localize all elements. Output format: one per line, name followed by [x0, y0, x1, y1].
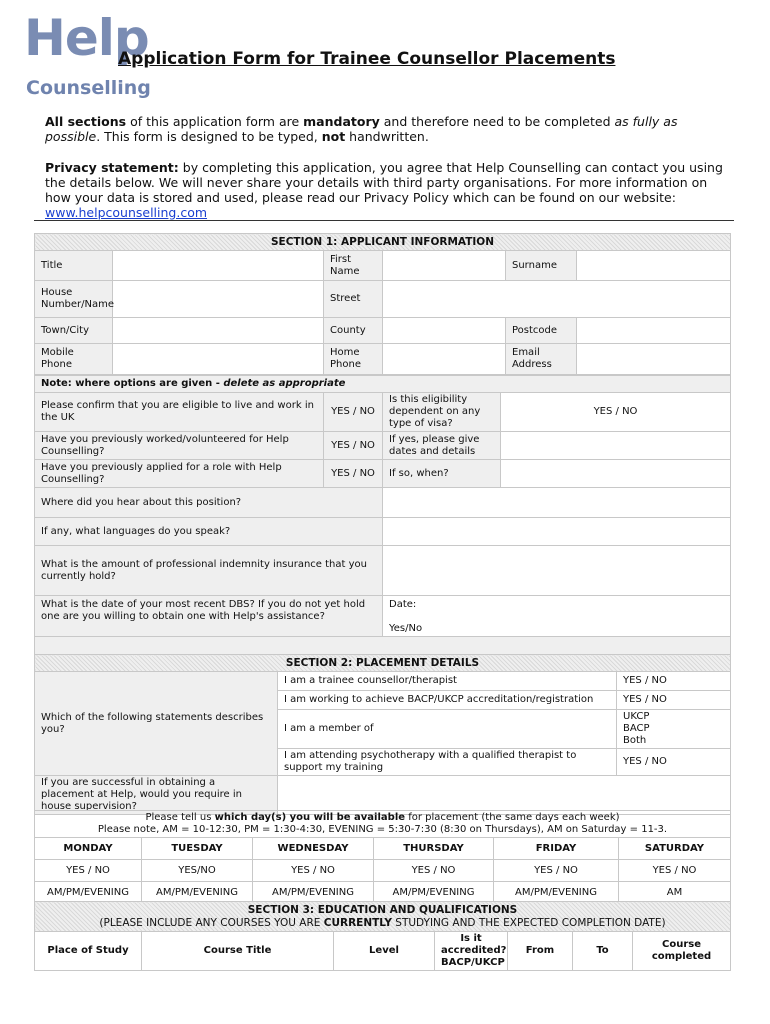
first-name-field[interactable] — [383, 251, 506, 281]
days-yes-no-row — [35, 860, 731, 882]
note-delete: delete as appropriate — [223, 378, 346, 389]
day-time[interactable]: AM/PM/EVENING — [35, 882, 142, 904]
day-header: FRIDAY — [494, 838, 619, 860]
insurance-field[interactable] — [383, 546, 731, 596]
statement-text: I am attending psychotherapy with a qualified therapist to support my training — [278, 749, 617, 776]
dbs-yes-no[interactable]: Yes/No — [389, 623, 423, 634]
logo-help-text: Help — [24, 9, 149, 67]
surname-label: Surname — [506, 251, 577, 281]
email-field[interactable] — [577, 344, 731, 375]
divider — [34, 220, 734, 221]
day-header: SATURDAY — [619, 838, 731, 860]
day-time[interactable]: AM/PM/EVENING — [374, 882, 494, 904]
eligible-yes-no[interactable]: YES / NO — [324, 393, 383, 432]
first-name-label: First Name — [324, 251, 383, 281]
statements-question: Which of the following statements describes you? — [35, 672, 278, 776]
street-field[interactable] — [383, 281, 731, 318]
day-header: WEDNESDAY — [253, 838, 374, 860]
county-label: County — [324, 318, 383, 344]
day-header: MONDAY — [35, 838, 142, 860]
intro-paragraph — [45, 114, 735, 144]
intro-not: not — [321, 129, 346, 144]
day-yes-no[interactable]: YES / NO — [619, 860, 731, 882]
section1-questions-table — [34, 375, 731, 661]
intro-text-3: . This form is designed to be typed, — [96, 129, 322, 144]
intro-mandatory: mandatory — [303, 114, 380, 129]
availability-instructions — [35, 811, 731, 838]
house-field[interactable] — [113, 281, 324, 318]
intro-all-sections: All sections — [45, 114, 127, 129]
section2-table — [34, 654, 731, 815]
statement-yes-no[interactable]: YES / NO — [617, 691, 731, 710]
languages-field[interactable] — [383, 518, 731, 546]
education-header-row — [35, 932, 731, 971]
privacy-statement — [45, 160, 735, 220]
page-title: Application Form for Trainee Counsellor Placements — [118, 49, 616, 69]
applied-yes-no[interactable]: YES / NO — [324, 460, 383, 488]
day-time[interactable]: AM/PM/EVENING — [253, 882, 374, 904]
col-level: Level — [334, 932, 435, 971]
mobile-label: Mobile Phone — [35, 344, 113, 375]
languages-question: If any, what languages do you speak? — [35, 518, 383, 546]
dbs-question: What is the date of your most recent DBS? If you do not yet hold one are you willing to obtain one with Help's assistance? — [35, 596, 383, 637]
worked-yes-no[interactable]: YES / NO — [324, 432, 383, 460]
section2-heading: SECTION 2: PLACEMENT DETAILS — [35, 655, 731, 672]
intro-text-2: and therefore need to be completed — [379, 114, 615, 129]
section3-sub-bold: CURRENTLY — [323, 916, 392, 929]
availability-table — [34, 810, 731, 904]
title-label: Title — [35, 251, 113, 281]
membership-both[interactable]: Both — [623, 735, 647, 746]
section1-heading: SECTION 1: APPLICANT INFORMATION — [35, 234, 731, 251]
home-phone-label: Home Phone — [324, 344, 383, 375]
intro-text-1: of this application form are — [126, 114, 304, 129]
street-label: Street — [324, 281, 383, 318]
section3-table — [34, 901, 731, 971]
applied-when-label: If so, when? — [383, 460, 501, 488]
worked-details-field[interactable] — [501, 432, 731, 460]
note-text: Note: where options are given - — [41, 378, 224, 389]
day-yes-no[interactable]: YES / NO — [253, 860, 374, 882]
col-course-title: Course Title — [142, 932, 334, 971]
privacy-label: Privacy statement: — [45, 160, 179, 175]
days-text-2: for placement (the same days each week) — [405, 812, 620, 823]
postcode-label: Postcode — [506, 318, 577, 344]
days-header-row — [35, 838, 731, 860]
membership-bacp[interactable]: BACP — [623, 723, 650, 734]
website-link[interactable]: www.helpcounselling.com — [45, 205, 208, 220]
statement-text: I am a member of — [278, 710, 617, 749]
surname-field[interactable] — [577, 251, 731, 281]
logo-counselling-text: Counselling — [26, 77, 151, 99]
day-yes-no[interactable]: YES/NO — [142, 860, 253, 882]
statement-text: I am working to achieve BACP/UKCP accreditation/registration — [278, 691, 617, 710]
day-time[interactable]: AM — [619, 882, 731, 904]
applied-question: Have you previously applied for a role with Help Counselling? — [35, 460, 324, 488]
col-from: From — [508, 932, 573, 971]
membership-ukcp[interactable]: UKCP — [623, 711, 650, 722]
worked-details-label: If yes, please give dates and details — [383, 432, 501, 460]
intro-text-4: handwritten. — [345, 129, 429, 144]
col-course-completed: Course completed — [633, 932, 731, 971]
county-field[interactable] — [383, 318, 506, 344]
town-label: Town/City — [35, 318, 113, 344]
insurance-question: What is the amount of professional indemnity insurance that you currently hold? — [35, 546, 383, 596]
day-header: THURSDAY — [374, 838, 494, 860]
applied-when-field[interactable] — [501, 460, 731, 488]
days-note: Please note, AM = 10-12:30, PM = 1:30-4:30, EVENING = 5:30-7:30 (8:30 on Thursdays), AM on Saturday = 11-3. — [97, 824, 668, 835]
dbs-date-label: Date: — [389, 599, 417, 610]
town-field[interactable] — [113, 318, 324, 344]
eligible-question: Please confirm that you are eligible to live and work in the UK — [35, 393, 324, 432]
section3-sub-2: STUDYING AND THE EXPECTED COMPLETION DATE) — [391, 916, 666, 929]
privacy-text: by completing this application, you agree that Help Counselling can contact you using the details below. We will never share your details with third party organisations. For more information on how your data is stored and used, please read our Privacy Policy which can be found on our website: — [45, 160, 723, 205]
visa-yes-no[interactable]: YES / NO — [501, 393, 731, 432]
section3-heading-cell — [35, 902, 731, 932]
email-label: Email Address — [506, 344, 577, 375]
home-phone-field[interactable] — [383, 344, 506, 375]
day-time[interactable]: AM/PM/EVENING — [494, 882, 619, 904]
statement-text: I am a trainee counsellor/therapist — [278, 672, 617, 691]
intro-fully: as fully as possible — [45, 114, 678, 144]
membership-options[interactable] — [617, 710, 731, 749]
col-place-of-study: Place of Study — [35, 932, 142, 971]
day-yes-no[interactable]: YES / NO — [374, 860, 494, 882]
visa-question: Is this eligibility dependent on any type of visa? — [383, 393, 501, 432]
day-yes-no[interactable]: YES / NO — [35, 860, 142, 882]
title-field[interactable] — [113, 251, 324, 281]
note-row — [35, 376, 731, 393]
postcode-field[interactable] — [577, 318, 731, 344]
day-time[interactable]: AM/PM/EVENING — [142, 882, 253, 904]
hear-field[interactable] — [383, 488, 731, 518]
supervision-field[interactable] — [278, 776, 731, 815]
supervision-question: If you are successful in obtaining a placement at Help, would you require in house supervision? — [35, 776, 278, 815]
dbs-field[interactable] — [383, 596, 731, 637]
day-header: TUESDAY — [142, 838, 253, 860]
days-text-bold: which day(s) you will be available — [214, 812, 406, 823]
mobile-field[interactable] — [113, 344, 324, 375]
day-yes-no[interactable]: YES / NO — [494, 860, 619, 882]
col-to: To — [573, 932, 633, 971]
worked-question: Have you previously worked/volunteered for Help Counselling? — [35, 432, 324, 460]
col-accredited: Is it accredited? BACP/UKCP — [435, 932, 508, 971]
days-text-1: Please tell us — [145, 812, 215, 823]
house-label: House Number/Name — [35, 281, 113, 318]
statement-yes-no[interactable]: YES / NO — [617, 672, 731, 691]
hear-question: Where did you hear about this position? — [35, 488, 383, 518]
section1-table — [34, 233, 731, 375]
statement-yes-no[interactable]: YES / NO — [617, 749, 731, 776]
section3-heading: SECTION 3: EDUCATION AND QUALIFICATIONS — [247, 903, 518, 916]
section3-sub-1: (PLEASE INCLUDE ANY COURSES YOU ARE — [99, 916, 324, 929]
